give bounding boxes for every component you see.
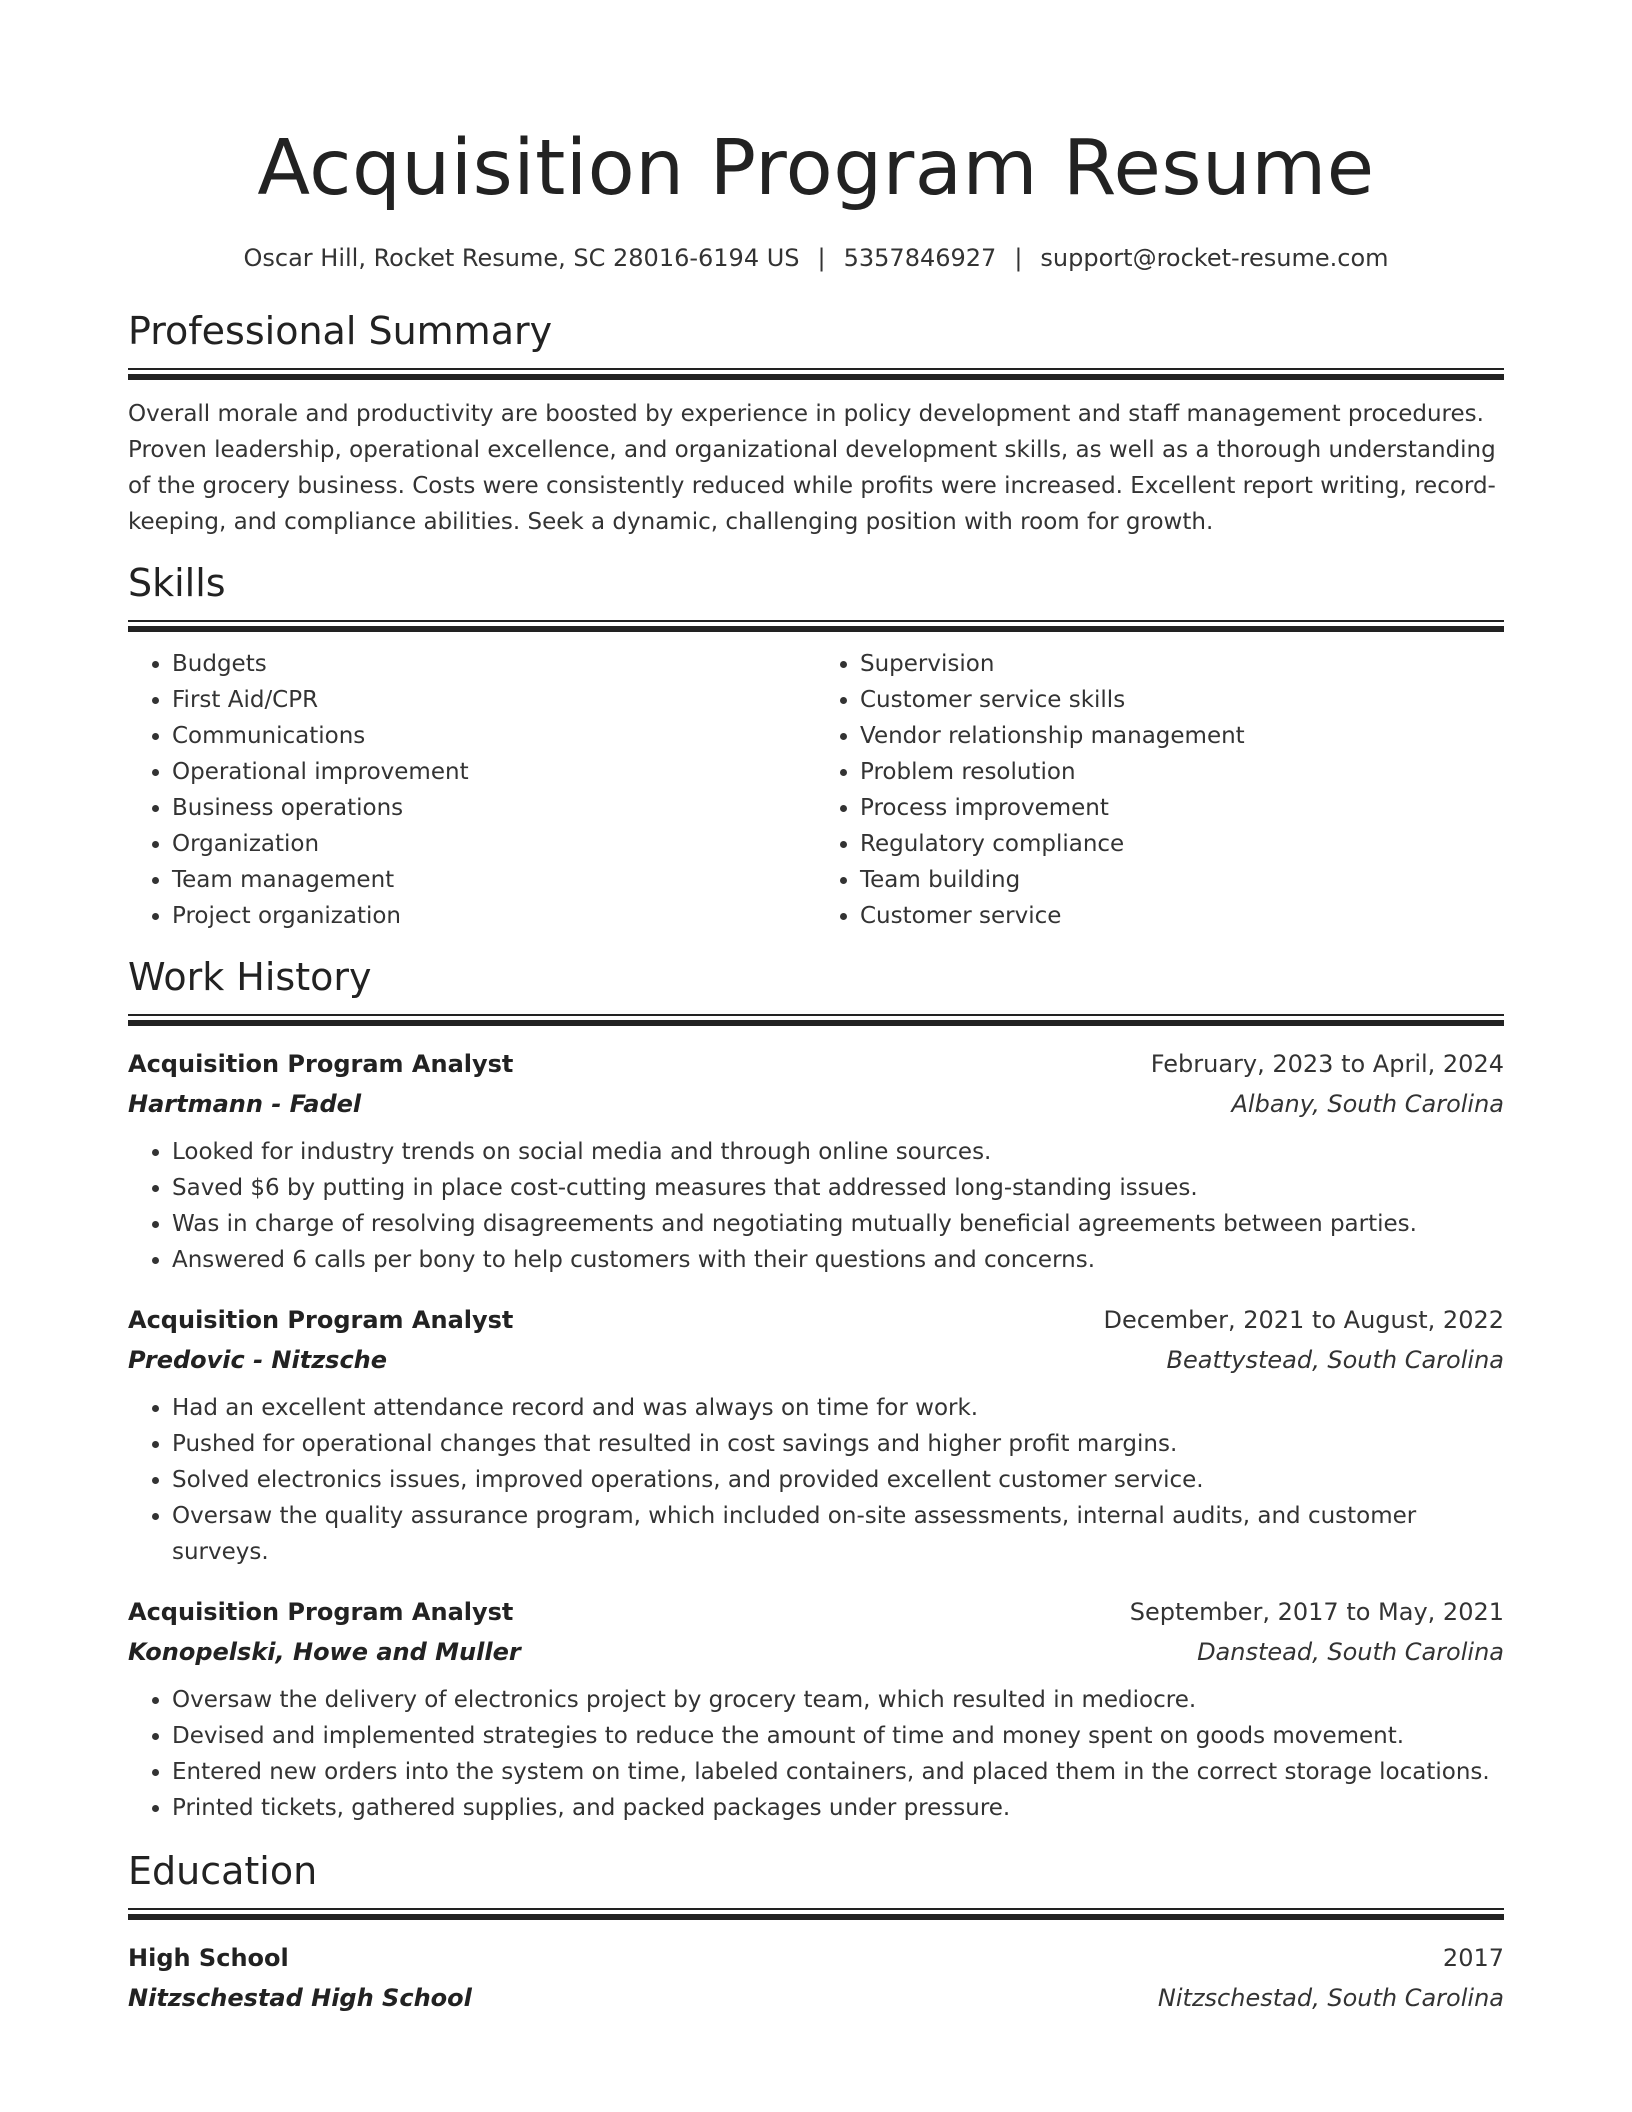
skill-item: • Customer service skills xyxy=(860,682,1504,718)
job-bullet: • Entered new orders into the system on time, labeled containers, and placed them in the correct storage locations. xyxy=(172,1754,1504,1790)
section-divider xyxy=(128,620,1504,632)
skill-item: • Regulatory compliance xyxy=(860,826,1504,862)
contact-email[interactable]: support@rocket-resume.com xyxy=(1040,244,1389,272)
skill-item: • Team management xyxy=(172,862,816,898)
education-entry xyxy=(128,1938,1504,2018)
job-entry xyxy=(128,1592,1504,1826)
skill-item: • Vendor relationship management xyxy=(860,718,1504,754)
education-heading: Education xyxy=(128,1849,318,1893)
job-company: Predovic - Nitzsche xyxy=(128,1346,388,1374)
education-section xyxy=(128,1848,1504,2018)
contact-separator: | xyxy=(1014,244,1023,272)
contact-separator: | xyxy=(817,244,826,272)
skill-item: • Communications xyxy=(172,718,816,754)
job-title: Acquisition Program Analyst xyxy=(128,1050,514,1078)
skill-item: • Project organization xyxy=(172,898,816,934)
skills-list-right xyxy=(816,646,1504,934)
education-degree: High School xyxy=(128,1944,289,1972)
job-bullets xyxy=(128,1682,1504,1826)
job-bullet: • Looked for industry trends on social media and through online sources. xyxy=(172,1134,1504,1170)
skill-item: • Supervision xyxy=(860,646,1504,682)
job-dates: September, 2017 to May, 2021 xyxy=(1129,1598,1504,1626)
skill-item: • Process improvement xyxy=(860,790,1504,826)
job-dates: December, 2021 to August, 2022 xyxy=(1103,1306,1504,1334)
section-divider xyxy=(128,1014,1504,1026)
job-bullet: • Saved $6 by putting in place cost-cutting measures that addressed long-standing issues. xyxy=(172,1170,1504,1206)
skill-item: • Customer service xyxy=(860,898,1504,934)
skill-item: • Operational improvement xyxy=(172,754,816,790)
job-company-row xyxy=(128,1632,1504,1672)
job-dates: February, 2023 to April, 2024 xyxy=(1150,1050,1504,1078)
skills-section xyxy=(128,560,1504,934)
job-entry xyxy=(128,1300,1504,1570)
skill-item: • Organization xyxy=(172,826,816,862)
job-location: Albany, South Carolina xyxy=(1231,1090,1504,1118)
skill-item: • Budgets xyxy=(172,646,816,682)
work-history-section xyxy=(128,954,1504,1826)
job-company: Konopelski, Howe and Muller xyxy=(128,1638,521,1666)
job-company: Hartmann - Fadel xyxy=(128,1090,362,1118)
work-history-heading: Work History xyxy=(128,955,372,999)
skill-item: • First Aid/CPR xyxy=(172,682,816,718)
job-bullet: • Oversaw the quality assurance program, which included on-site assessments, internal audits, and customer surveys. xyxy=(172,1498,1504,1570)
skill-item: • Problem resolution xyxy=(860,754,1504,790)
education-school: Nitzschestad High School xyxy=(128,1984,472,2012)
education-location: Nitzschestad, South Carolina xyxy=(1157,1984,1504,2012)
skills-list-left xyxy=(128,646,816,934)
job-header-row xyxy=(128,1592,1504,1632)
job-company-row xyxy=(128,1084,1504,1124)
job-header-row xyxy=(128,1300,1504,1340)
skills-columns xyxy=(128,646,1504,934)
job-bullet: • Solved electronics issues, improved operations, and provided excellent customer service. xyxy=(172,1462,1504,1498)
job-bullet: • Had an excellent attendance record and was always on time for work. xyxy=(172,1390,1504,1426)
job-title: Acquisition Program Analyst xyxy=(128,1598,514,1626)
section-divider xyxy=(128,1908,1504,1920)
job-location: Beattystead, South Carolina xyxy=(1166,1346,1504,1374)
job-header-row xyxy=(128,1044,1504,1084)
job-bullet: • Was in charge of resolving disagreements and negotiating mutually beneficial agreements between parties. xyxy=(172,1206,1504,1242)
job-bullet: • Oversaw the delivery of electronics project by grocery team, which resulted in mediocre. xyxy=(172,1682,1504,1718)
contact-phone: 5357846927 xyxy=(843,244,997,272)
job-location: Danstead, South Carolina xyxy=(1197,1638,1504,1666)
job-title: Acquisition Program Analyst xyxy=(128,1306,514,1334)
summary-text: Overall morale and productivity are boosted by experience in policy development and staff management procedures. Proven leadership, operational excellence, and organizational development skills, as well as a thorough understanding of the grocery business. Costs were consistently reduced while profits were increased. Excellent report writing, record-keeping, and compliance abilities. Seek a dynamic, challenging position with room for growth. xyxy=(128,401,1496,535)
section-divider xyxy=(128,368,1504,380)
job-bullets xyxy=(128,1390,1504,1570)
job-bullet: • Devised and implemented strategies to reduce the amount of time and money spent on goods movement. xyxy=(172,1718,1504,1754)
skill-item: • Team building xyxy=(860,862,1504,898)
job-bullet: • Answered 6 calls per bony to help customers with their questions and concerns. xyxy=(172,1242,1504,1278)
resume-title: Acquisition Program Resume xyxy=(257,124,1375,213)
contact-address: Oscar Hill, Rocket Resume, SC 28016-6194 US xyxy=(243,244,800,272)
job-bullet: • Pushed for operational changes that resulted in cost savings and higher profit margins. xyxy=(172,1426,1504,1462)
skill-item: • Business operations xyxy=(172,790,816,826)
summary-section xyxy=(128,308,1504,540)
skills-heading: Skills xyxy=(128,561,226,605)
summary-heading: Professional Summary xyxy=(128,309,553,353)
job-company-row xyxy=(128,1340,1504,1380)
job-bullets xyxy=(128,1134,1504,1278)
education-header-row xyxy=(128,1938,1504,1978)
job-bullet: • Printed tickets, gathered supplies, and packed packages under pressure. xyxy=(172,1790,1504,1826)
job-entry xyxy=(128,1044,1504,1278)
education-year: 2017 xyxy=(1442,1944,1504,1972)
education-school-row xyxy=(128,1978,1504,2018)
contact-line xyxy=(128,242,1504,274)
